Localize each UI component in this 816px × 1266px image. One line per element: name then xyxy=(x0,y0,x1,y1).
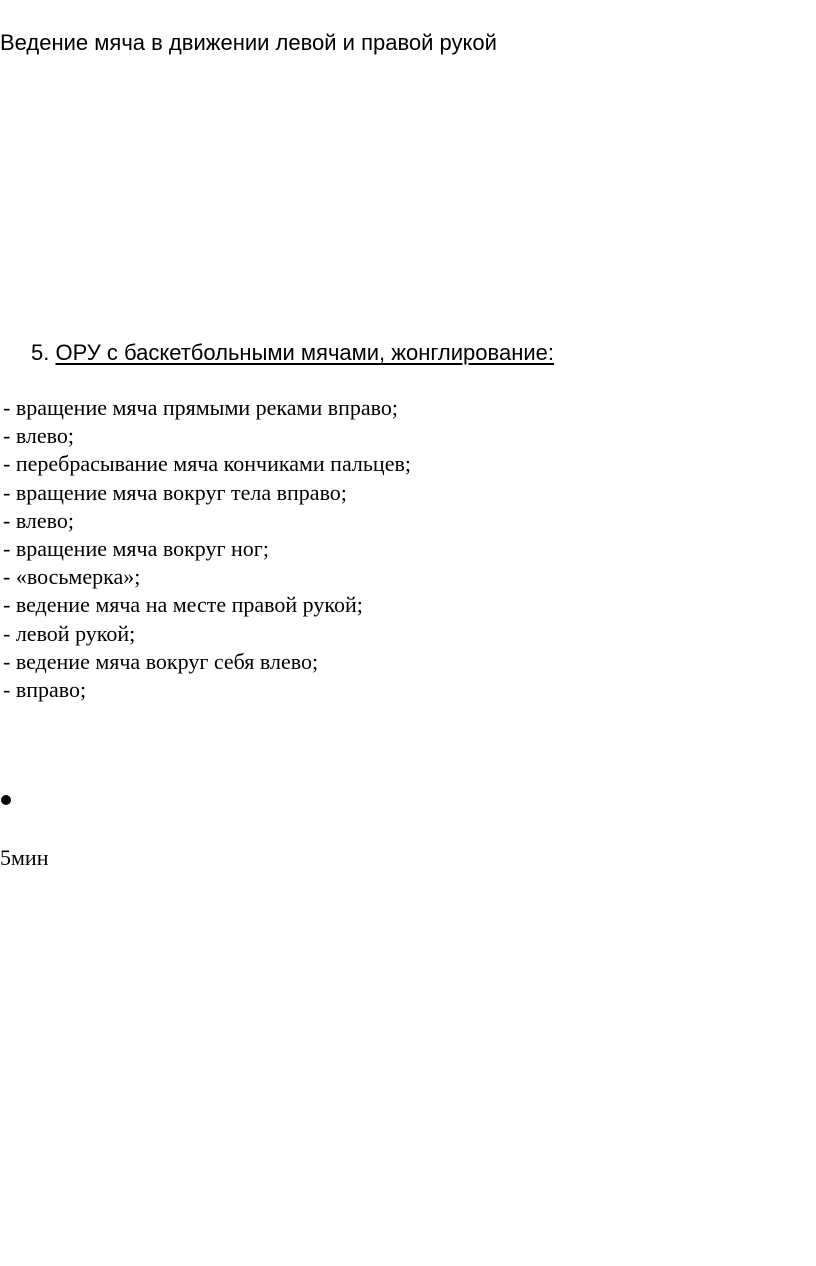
section-title xyxy=(31,338,554,368)
list-item: - вращение мяча вокруг тела вправо; xyxy=(3,479,347,505)
list-item: - вращение мяча вокруг ног; xyxy=(3,536,269,562)
exercise-list xyxy=(3,394,411,704)
section-title-text: ОРУ с баскетбольными мячами, жонглирование: xyxy=(55,340,554,365)
list-item: - вправо; xyxy=(3,677,87,703)
list-item: - вращение мяча прямыми реками вправо; xyxy=(3,395,399,420)
list-item: - перебрасывание мяча кончиками пальцев; xyxy=(3,451,411,477)
list-item: - влево; xyxy=(3,507,75,533)
list-item: - ведение мяча вокруг себя влево; xyxy=(3,648,319,674)
bullet-dot-icon xyxy=(1,795,11,805)
list-item: - «восьмерка»; xyxy=(3,564,141,590)
heading-text: Ведение мяча в движении левой и правой рукой xyxy=(0,30,497,55)
list-item: - влево; xyxy=(3,423,75,449)
duration-text: 5мин xyxy=(0,845,49,870)
list-item: - левой рукой; xyxy=(3,620,136,646)
list-item: - ведение мяча на месте правой рукой; xyxy=(3,592,363,618)
section-number: 5. xyxy=(31,340,50,365)
